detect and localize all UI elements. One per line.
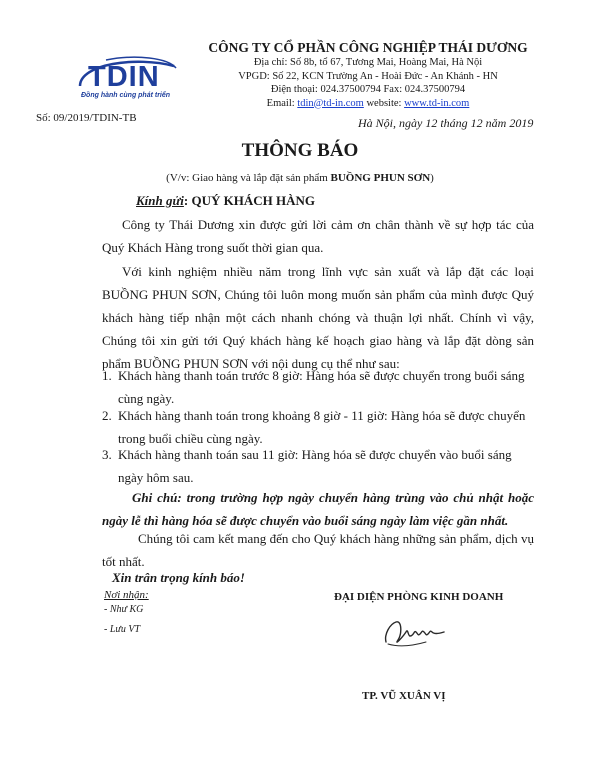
greeting [136, 193, 315, 209]
list-item-text: Khách hàng thanh toán trong khoảng 8 giờ - 11 giờ: Hàng hóa sẽ được chuyển trong buổi chiều cùng ngày. [118, 408, 526, 446]
document-number: Số: 09/2019/TDIN-TB [36, 112, 137, 124]
list-item-number: 2. [102, 408, 112, 423]
handwritten-signature [382, 612, 452, 657]
logo-slogan: Đồng hành cùng phát triển [81, 92, 171, 99]
subject-suffix: ) [430, 172, 434, 184]
recipients-label: Nơi nhận: [104, 589, 149, 601]
company-contact [208, 97, 528, 111]
email-link[interactable]: tdin@td-in.com [297, 97, 364, 109]
greeting-sep: : [183, 193, 192, 208]
greeting-recipient: QUÝ KHÁCH HÀNG [191, 193, 315, 208]
recipient-item: - Như KG [104, 604, 144, 615]
greeting-label: Kính gửi [136, 193, 184, 208]
company-header [208, 40, 528, 110]
company-address: Địa chỉ: Số 8b, tổ 67, Tương Mai, Hoàng Mai, Hà Nội [253, 57, 483, 68]
subject-prefix: (V/v: Giao hàng và lắp đặt sản phẩm [166, 172, 331, 184]
commitment-paragraph: Chúng tôi cam kết mang đến cho Quý khách hàng những sản phẩm, dịch vụ tốt nhất. [102, 531, 534, 569]
company-name: CÔNG TY CỔ PHẦN CÔNG NGHIỆP THÁI DƯƠNG [208, 40, 528, 55]
list-item [102, 443, 534, 489]
document-subject [0, 172, 600, 184]
list-item-text: Khách hàng thanh toán sau 11 giờ: Hàng hóa sẽ được chuyển vào buổi sáng ngày hôm sau. [118, 447, 512, 485]
paragraph-intro: Với kinh nghiệm nhiều năm trong lĩnh vực sản xuất và lắp đặt các loại BUỒNG PHUN SƠN, Chúng tôi luôn mong muốn sản phẩm của mình được Quý khách hàng tiếp nhận một cách nhanh chóng và thuận lợi nhất. Chính vì vậy, Chúng tôi xin gửi tới Quý khách hàng kế hoạch giao hàng và lắp đặt dòng sản phẩm BUỒNG PHUN SƠN với nội dung cụ thể như sau: [102, 264, 534, 371]
website-link[interactable]: www.td-in.com [404, 97, 470, 109]
logo-text: TDIN [88, 61, 160, 93]
email-label: Email: [266, 97, 298, 109]
signer-name: TP. VŨ XUÂN VỊ [362, 690, 446, 702]
document-date: Hà Nội, ngày 12 tháng 12 năm 2019 [358, 116, 534, 130]
list-item-number: 1. [102, 368, 112, 383]
note-paragraph: Ghi chú: trong trường hợp ngày chuyển hàng trùng vào chủ nhật hoặc ngày lễ thì hàng hóa sẽ được chuyển vào buổi sáng ngày làm việc gần nhất. [102, 490, 534, 528]
company-phone: Điện thoại: 024.37500794 Fax: 024.37500794 [270, 84, 466, 95]
recipient-item: - Lưu VT [104, 624, 141, 635]
company-logo [76, 56, 182, 106]
closing-line: Xin trân trọng kính báo! [112, 570, 245, 585]
paragraph-thanks: Công ty Thái Dương xin được gửi lời cảm ơn chân thành về sự hợp tác của Quý Khách Hàng trong suốt thời gian qua. [102, 217, 534, 255]
subject-product: BUỒNG PHUN SƠN [330, 172, 431, 184]
website-label: website: [363, 97, 405, 109]
company-office: VPGD: Số 22, KCN Trường An - Hoài Đức - An Khánh - HN [238, 70, 498, 82]
document-title: THÔNG BÁO [241, 140, 359, 161]
list-item-number: 3. [102, 447, 112, 462]
list-item-text: Khách hàng thanh toán trước 8 giờ: Hàng hóa sẽ được chuyển trong buổi sáng cùng ngày. [118, 368, 525, 406]
signer-title: ĐẠI DIỆN PHÒNG KINH DOANH [334, 591, 504, 603]
